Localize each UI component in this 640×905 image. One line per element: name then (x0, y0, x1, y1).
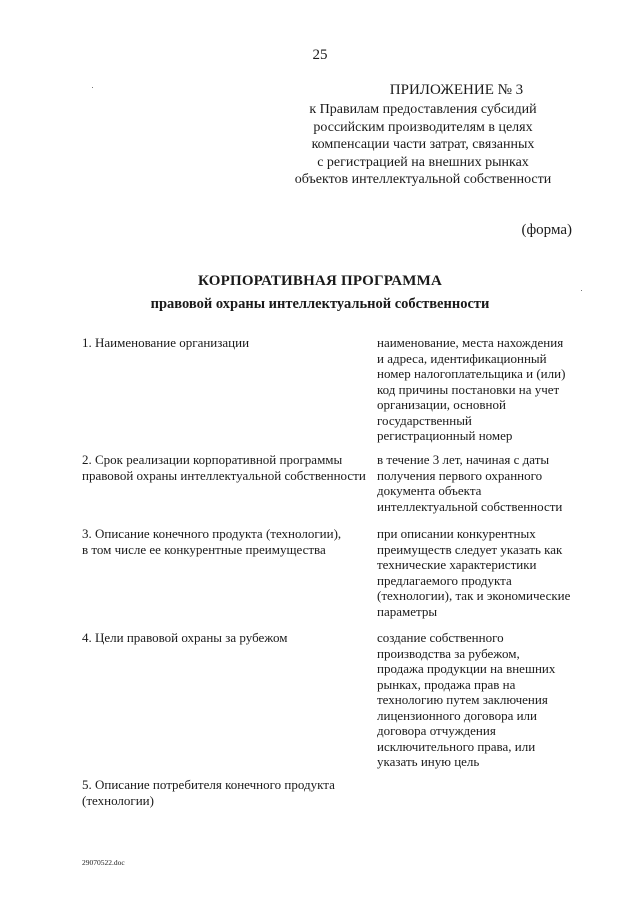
document-title: КОРПОРАТИВНАЯ ПРОГРАММА (198, 273, 442, 289)
item-note-line: параметры (377, 603, 438, 619)
appendix-line: компенсации части затрат, связанных (311, 137, 535, 152)
item-note-line: договора отчуждения (377, 723, 496, 738)
document-subtitle: правовой охраны интеллектуальной собственности (150, 296, 490, 312)
item-note-line: рынках, продажа прав на (377, 676, 516, 692)
item-note-line: код причины постановки на учет (377, 381, 560, 397)
item-note-line: производства за рубежом, (377, 645, 520, 661)
item-label-line: правовой охраны интеллектуальной собственности (82, 467, 366, 483)
item-2-note (377, 452, 597, 514)
item-label-line: 2. Срок реализации корпоративной программы (82, 452, 343, 467)
file-name-footer: 29070522.doc (82, 858, 125, 867)
item-label-line: 4. Цели правовой охраны за рубежом (82, 630, 288, 645)
item-label-line: 5. Описание потребителя конечного продукта (82, 777, 335, 792)
item-note-line: номер налогоплательщика и (или) (377, 366, 566, 381)
item-note-line: предлагаемого продукта (377, 572, 512, 588)
item-label-line: (технологии) (82, 792, 154, 808)
item-note-line: получения первого охранного (377, 467, 543, 483)
item-3-label (82, 526, 367, 557)
item-4-label (82, 630, 367, 646)
item-note-line: регистрационный номер (377, 428, 513, 443)
item-note-line: документа объекта (377, 483, 482, 498)
item-note-line: преимуществ следует указать как (377, 541, 563, 557)
item-note-line: исключительного права, или (377, 738, 536, 754)
item-1-label (82, 335, 367, 351)
item-note-line: организации, основной (377, 397, 506, 412)
item-note-line: технические характеристики (377, 557, 537, 572)
item-note-line: в течение 3 лет, начиная с даты (377, 452, 550, 467)
appendix-line: с регистрацией на внешних рынках (317, 154, 529, 170)
item-label-line: 1. Наименование организации (82, 335, 250, 350)
item-note-line: лицензионного договора или (377, 707, 537, 723)
item-note-line: при описании конкурентных (377, 526, 536, 541)
item-note-line: интеллектуальной собственности (377, 498, 563, 514)
item-note-line: и адреса, идентификационный (377, 350, 547, 366)
appendix-title: ПРИЛОЖЕНИЕ № 3 (389, 82, 524, 98)
item-note-line: (технологии), так и экономические (377, 588, 571, 603)
item-note-line: наименование, места нахождения (377, 335, 564, 350)
item-4-note (377, 630, 597, 770)
item-note-line: указать иную цель (377, 754, 480, 769)
item-1-note (377, 335, 597, 444)
item-note-line: создание собственного (377, 630, 504, 645)
item-note-line: государственный (377, 412, 472, 428)
item-note-line: продажа продукции на внешних (377, 661, 556, 676)
appendix-line: к Правилам предоставления субсидий (309, 102, 537, 117)
item-3-note (377, 526, 597, 619)
scan-speck (581, 290, 582, 291)
appendix-reference (283, 101, 563, 189)
item-2-label (82, 452, 367, 483)
form-label: (форма) (521, 222, 572, 238)
appendix-line: российским производителям в целях (313, 119, 533, 135)
item-note-line: технологию путем заключения (377, 692, 548, 707)
page-number: 25 (312, 47, 328, 63)
item-label-line: в том числе ее конкурентные преимущества (82, 541, 326, 557)
scan-speck (92, 87, 93, 88)
item-5-label (82, 777, 367, 808)
item-label-line: 3. Описание конечного продукта (технологии), (82, 526, 342, 541)
appendix-line: объектов интеллектуальной собственности (294, 172, 552, 187)
